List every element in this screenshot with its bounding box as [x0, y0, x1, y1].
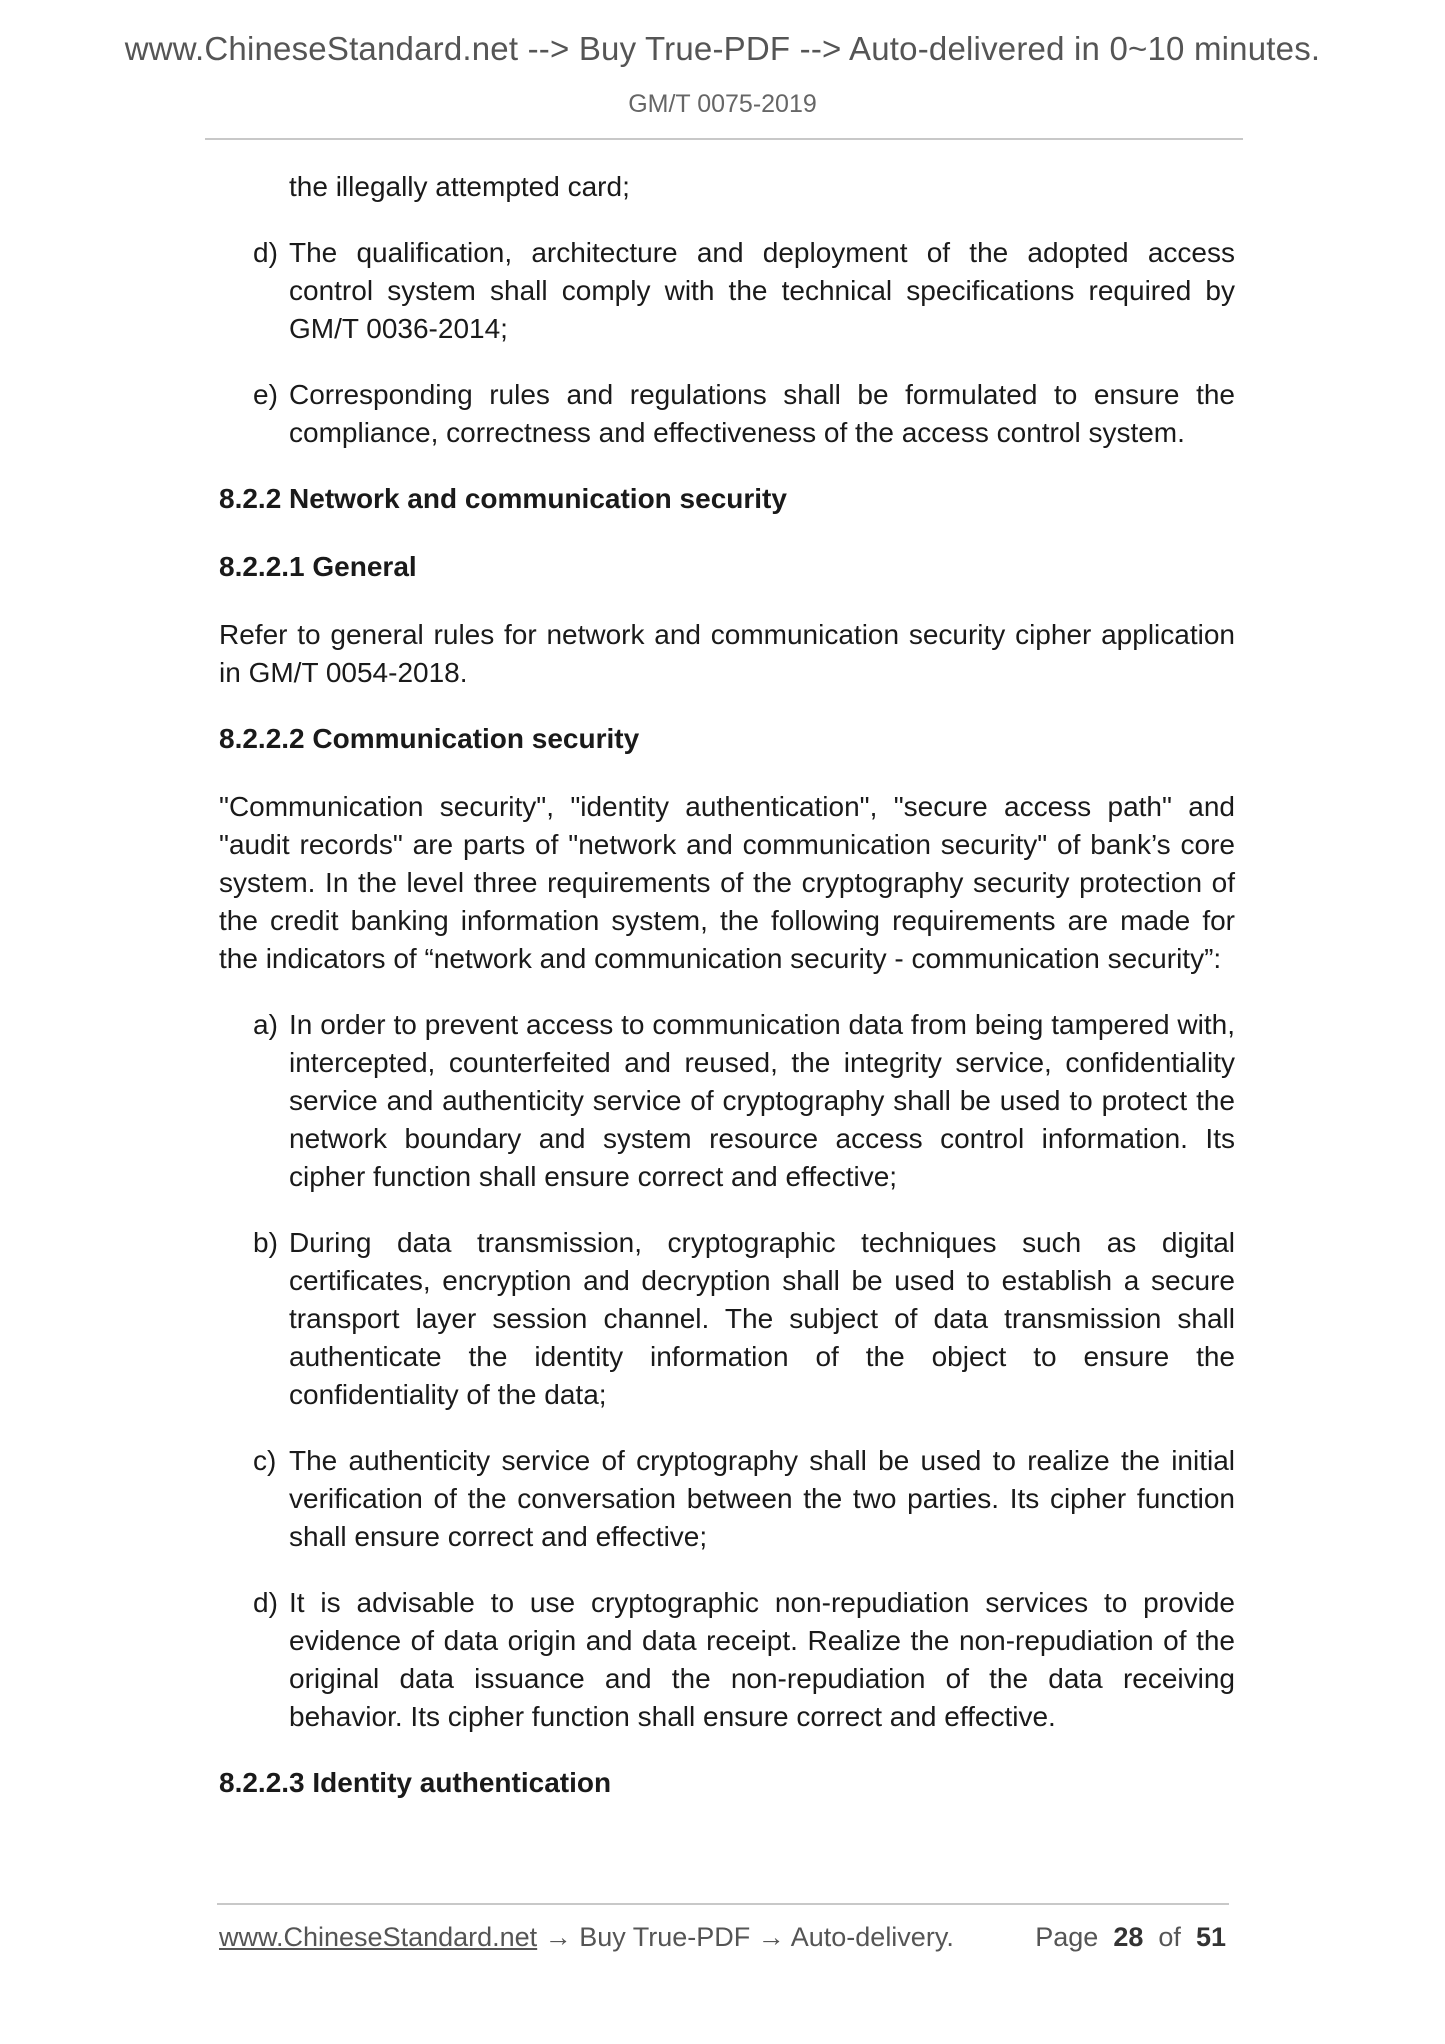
list-text: It is advisable to use cryptographic non-repudiation services to provide evidence of data origin and data receipt. Realize the non-repudiation of the original data issuance and the non-repudiation of the data receiving behavior. Its cipher function shall ensure correct and effective.	[289, 1587, 1235, 1732]
paragraph-communication-security: "Communication security", "identity authentication", "secure access path" and "audit records" are parts of "network and communication security" of bank’s core system. In the level three requirements of the cryptography security protection of the credit banking information system, the following requirements are made for the indicators of “network and communication security - communication security”:	[219, 791, 1235, 974]
list-label: b)	[253, 1227, 278, 1258]
top-banner: www.ChineseStandard.net --> Buy True-PDF --> Auto-delivered in 0~10 minutes.	[124, 30, 1321, 67]
list-text: The authenticity service of cryptography shall be used to realize the initial verification of the conversation between the two parties. Its cipher function shall ensure correct and effective;	[289, 1445, 1235, 1552]
list-label: d)	[253, 1587, 278, 1618]
current-page-number: 28	[1113, 1922, 1144, 1952]
heading-8-2-2-3: 8.2.2.3 Identity authentication	[219, 1767, 612, 1798]
list-label: e)	[253, 379, 278, 410]
header-divider	[205, 138, 1243, 140]
list-label: d)	[253, 237, 278, 268]
list-item-d-access-control	[219, 234, 1235, 348]
footer-site-link[interactable]: www.ChineseStandard.net	[219, 1922, 538, 1952]
heading-8-2-2-1: 8.2.2.1 General	[219, 551, 417, 582]
list-text: During data transmission, cryptographic techniques such as digital certificates, encryption and decryption shall be used to establish a secure transport layer session channel. The subject of data transmission shall authenticate the identity information of the object to ensure the confidentiality of the data;	[289, 1227, 1235, 1410]
list-item-e-rules	[219, 376, 1235, 452]
list-item-d-non-repudiation	[219, 1584, 1235, 1736]
page-indicator	[1035, 1922, 1226, 1953]
list-item-c-authenticity	[219, 1442, 1235, 1556]
heading-8-2-2-2: 8.2.2.2 Communication security	[219, 723, 640, 754]
paragraph-general: Refer to general rules for network and communication security cipher application in GM/T 0054-2018.	[219, 619, 1235, 688]
continuation-line: the illegally attempted card;	[289, 171, 630, 202]
list-text: The qualification, architecture and deployment of the adopted access control system shall comply with the technical specifications required by GM/T 0036-2014;	[289, 237, 1235, 344]
footer-tagline: → Buy True-PDF → Auto-delivery.	[537, 1922, 954, 1952]
heading-8-2-2: 8.2.2 Network and communication security	[219, 483, 787, 514]
list-text: Corresponding rules and regulations shall be formulated to ensure the compliance, correctness and effectiveness of the access control system.	[289, 379, 1235, 448]
list-text: In order to prevent access to communication data from being tampered with, intercepted, counterfeited and reused, the integrity service, confidentiality service and authenticity service of cryptography shall be used to protect the network boundary and system resource access control information. Its cipher function shall ensure correct and effective;	[289, 1009, 1235, 1192]
footer-divider	[217, 1903, 1229, 1905]
page-word: Page	[1035, 1922, 1099, 1952]
list-label: c)	[253, 1445, 277, 1476]
of-word: of	[1158, 1922, 1181, 1952]
list-item-a-integrity	[219, 1006, 1235, 1196]
standard-code: GM/T 0075-2019	[628, 90, 817, 118]
footer-promo	[219, 1922, 954, 1953]
total-pages-number: 51	[1195, 1922, 1226, 1952]
list-label: a)	[253, 1009, 278, 1040]
document-body	[219, 168, 1235, 1802]
list-item-b-transmission	[219, 1224, 1235, 1414]
